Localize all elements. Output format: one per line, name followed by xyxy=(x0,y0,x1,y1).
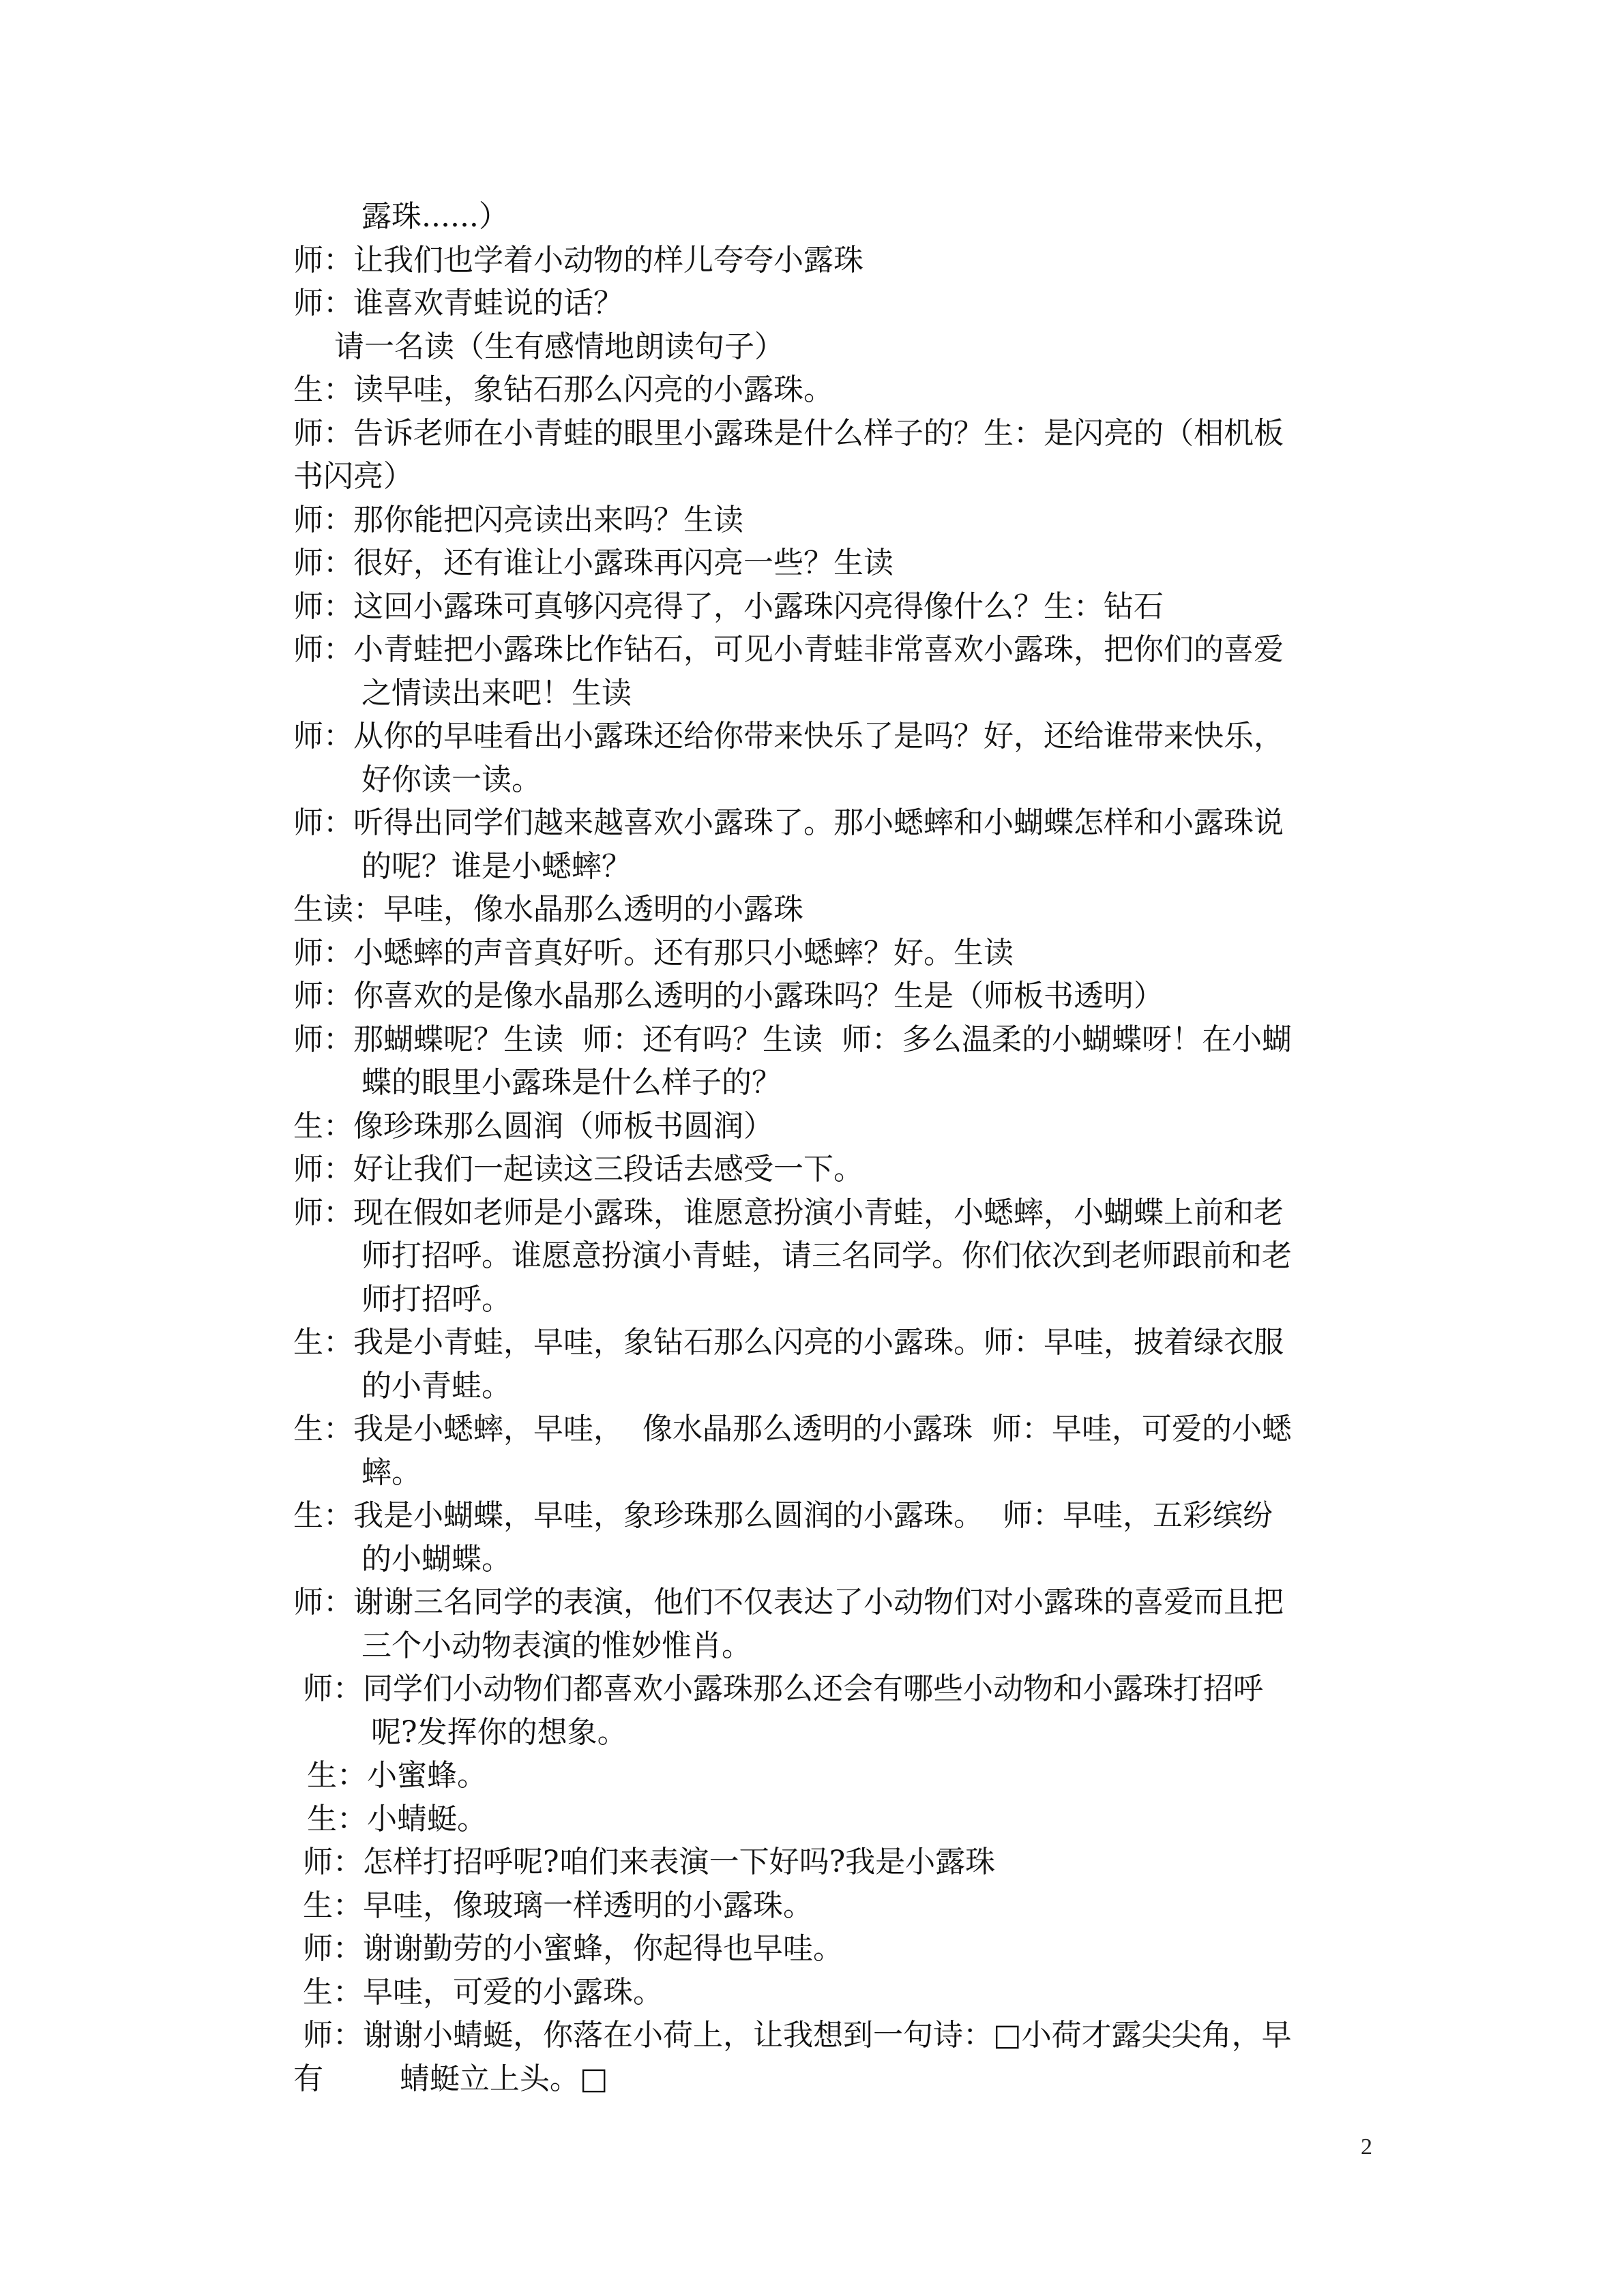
transcript-line: 师打招呼。 xyxy=(361,1281,512,1317)
transcript-line: 呢?发挥你的想象。 xyxy=(371,1714,628,1750)
transcript-line: 好你读一读。 xyxy=(361,762,542,797)
transcript-line: 的呢？谁是小蟋蟀？ xyxy=(361,848,632,884)
transcript-line: 请一名读（生有感情地朗读句子） xyxy=(334,329,784,364)
lesson-transcript xyxy=(293,195,1453,2100)
transcript-line: 生：我是小蟋蟀，早哇， 像水晶那么透明的小露珠 师：早哇，可爱的小蟋 xyxy=(293,1412,1292,1446)
transcript-line: 生：早哇，像玻璃一样透明的小露珠。 xyxy=(303,1888,813,1923)
transcript-line: 师：谢谢勤劳的小蜜蜂，你起得也早哇。 xyxy=(303,1931,843,1966)
transcript-line: 师：小蟋蟀的声音真好听。还有那只小蟋蟀？好。生读 xyxy=(293,935,1014,970)
transcript-line: 师：谁喜欢青蛙说的话？ xyxy=(293,286,623,320)
transcript-line: 师：谢谢小蜻蜓，你落在小荷上，让我想到一句诗：□小荷才露尖尖角，早 xyxy=(303,2018,1292,2053)
transcript-line: 蝶的眼里小露珠是什么样子的？ xyxy=(361,1065,782,1100)
transcript-line: 师：听得出同学们越来越喜欢小露珠了。那小蟋蟀和小蝴蝶怎样和小露珠说 xyxy=(293,805,1284,840)
transcript-line: 师：让我们也学着小动物的样儿夸夸小露珠 xyxy=(293,242,863,278)
transcript-line: 师：怎样打招呼呢?咱们来表演一下好吗?我是小露珠 xyxy=(303,1845,996,1879)
transcript-line: 师打招呼。谁愿意扮演小青蛙，请三名同学。你们依次到老师跟前和老 xyxy=(361,1238,1292,1273)
transcript-line: 师：小青蛙把小露珠比作钻石，可见小青蛙非常喜欢小露珠，把你们的喜爱 xyxy=(293,632,1284,667)
transcript-line: 生读：早哇，像水晶那么透明的小露珠 xyxy=(293,892,803,927)
transcript-line: 生：读早哇，象钻石那么闪亮的小露珠。 xyxy=(293,372,833,407)
transcript-line: 师：那你能把闪亮读出来吗？生读 xyxy=(293,502,743,537)
transcript-line: 生：我是小青蛙，早哇，象钻石那么闪亮的小露珠。师：早哇，披着绿衣服 xyxy=(293,1325,1284,1360)
transcript-line: 的小蝴蝶。 xyxy=(361,1541,512,1577)
transcript-line: 师：同学们小动物们都喜欢小露珠那么还会有哪些小动物和小露珠打招呼 xyxy=(303,1671,1263,1706)
transcript-line: 露珠......） xyxy=(361,199,509,234)
transcript-line: 生：早哇，可爱的小露珠。 xyxy=(303,1974,663,2010)
transcript-line: 书闪亮） xyxy=(293,459,413,494)
transcript-line: 生：小蜜蜂。 xyxy=(307,1758,487,1793)
transcript-line: 师：现在假如老师是小露珠，谁愿意扮演小青蛙，小蟋蟀，小蝴蝶上前和老 xyxy=(293,1195,1284,1230)
transcript-line: 之情读出来吧！生读 xyxy=(361,675,632,711)
transcript-line: 有 蜻蜓立上头。□ xyxy=(293,2061,608,2096)
transcript-line: 生：小蜻蜓。 xyxy=(307,1801,487,1836)
transcript-line: 师：很好，还有谁让小露珠再闪亮一些？生读 xyxy=(293,546,894,580)
transcript-line: 师：告诉老师在小青蛙的眼里小露珠是什么样子的？生：是闪亮的（相机板 xyxy=(293,415,1284,451)
transcript-line: 生：我是小蝴蝶，早哇，象珍珠那么圆润的小露珠。 师：早哇，五彩缤纷 xyxy=(293,1498,1273,1533)
transcript-line: 师：谢谢三名同学的表演，他们不仅表达了小动物们对小露珠的喜爱而且把 xyxy=(293,1585,1284,1620)
transcript-line: 师：你喜欢的是像水晶那么透明的小露珠吗？生是（师板书透明） xyxy=(293,979,1164,1013)
transcript-line: 师：好让我们一起读这三段话去感受一下。 xyxy=(293,1152,863,1187)
transcript-line: 师：这回小露珠可真够闪亮得了，小露珠闪亮得像什么？生：钻石 xyxy=(293,588,1164,624)
page-number: 2 xyxy=(1361,2134,1372,2160)
transcript-line: 三个小动物表演的惟妙惟肖。 xyxy=(361,1628,752,1663)
transcript-line: 师：那蝴蝶呢？生读 师：还有吗？生读 师：多么温柔的小蝴蝶呀！在小蝴 xyxy=(293,1022,1292,1057)
transcript-line: 的小青蛙。 xyxy=(361,1368,512,1403)
transcript-line: 蟀。 xyxy=(361,1455,422,1490)
transcript-line: 师：从你的早哇看出小露珠还给你带来快乐了是吗？好，还给谁带来快乐， xyxy=(293,719,1284,754)
transcript-line: 生：像珍珠那么圆润（师板书圆润） xyxy=(293,1108,773,1144)
